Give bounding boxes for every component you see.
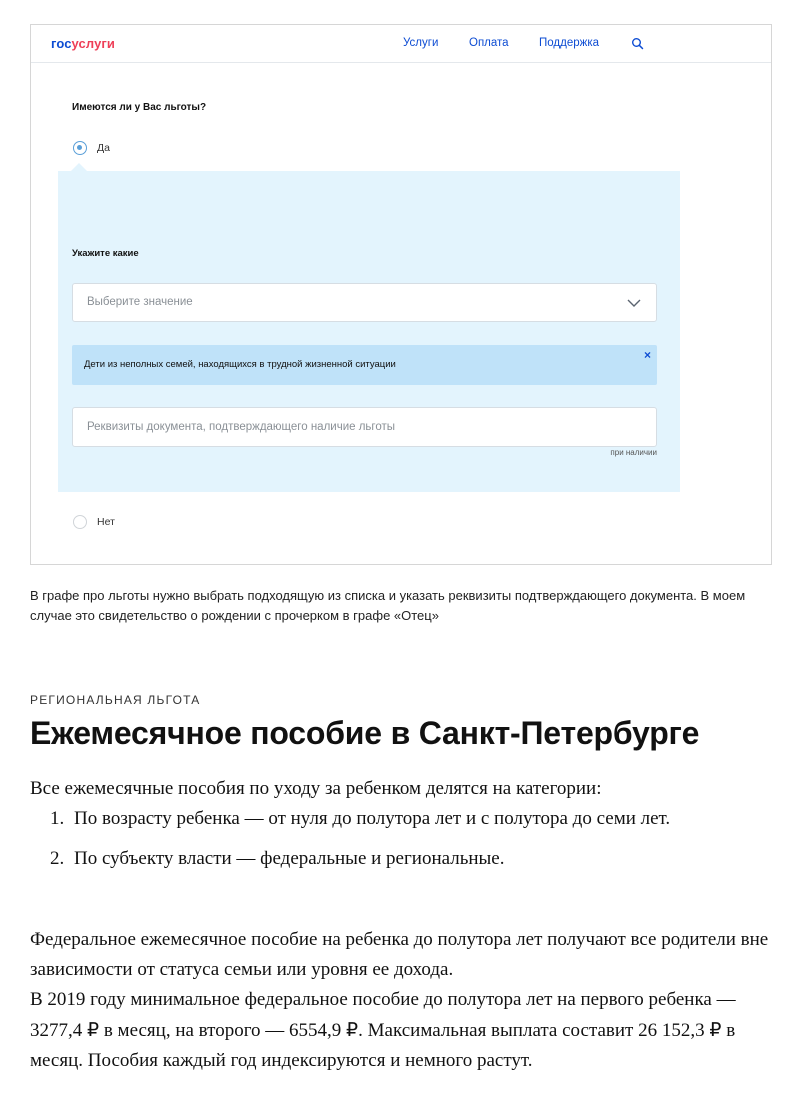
panel-pointer [71, 163, 87, 171]
list-item-number: 1. [50, 808, 65, 829]
list-item-text: По возрасту ребенка — от нуля до полутора лет и с полутора до семи лет. [74, 808, 671, 829]
logo-part-uslugi: услуги [71, 36, 116, 51]
remove-benefit-icon[interactable]: × [643, 348, 651, 362]
federal-benefit-paragraph: Федеральное ежемесячное пособие на ребенка до полутора лет получают все родители вне зависимости от статуса семьи или уровня ее дохода. [30, 929, 769, 980]
document-field-hint: при наличии [610, 448, 657, 457]
site-header [31, 25, 771, 63]
radio-no[interactable] [73, 515, 87, 529]
selected-benefit-chip [72, 345, 657, 385]
section-headline: Ежемесячное пособие в Санкт-Петербурге [30, 715, 700, 751]
benefit-select[interactable] [72, 283, 657, 322]
chevron-down-icon[interactable] [626, 297, 642, 309]
selected-benefit-text: Дети из неполных семей, находящихся в трудной жизненной ситуации [84, 359, 396, 370]
nav-link-support[interactable]: Поддержка [539, 37, 599, 49]
gosuslugi-screenshot [30, 24, 772, 565]
benefit-select-placeholder: Выберите значение [87, 296, 193, 308]
list-item [30, 804, 775, 834]
list-item [30, 844, 775, 874]
categories-list [30, 804, 775, 874]
benefit-amounts-paragraph: В 2019 году минимальное федеральное пособие до полутора лет на первого ребенка — 3277,4 ₽ в месяц, на второго — 6554,9 ₽. Максимальная выплата составит 26 152,3 ₽ в месяц. Пособия каждый год индексируются и немного растут. [30, 989, 736, 1071]
image-caption: В графе про льготы нужно выбрать подходящую из списка и указать реквизиты подтверждающего документа. В моем случае это свидетельство о рождении с прочерком в графе «Отец» [30, 588, 746, 623]
nav-link-services[interactable]: Услуги [403, 37, 439, 49]
document-details-field[interactable] [72, 407, 657, 447]
benefit-type-label: Укажите какие [72, 248, 139, 259]
intro-paragraph: Все ежемесячные пособия по уходу за ребенком делятся на категории: [30, 778, 602, 799]
gosuslugi-logo[interactable] [51, 36, 115, 51]
radio-yes-label[interactable]: Да [97, 142, 110, 154]
benefits-question: Имеются ли у Вас льготы? [72, 102, 207, 113]
search-icon[interactable] [631, 37, 645, 51]
list-item-text: По субъекту власти — федеральные и региональные. [74, 848, 505, 869]
logo-part-gos: гос [51, 36, 72, 51]
document-details-input[interactable] [87, 418, 627, 436]
section-kicker: РЕГИОНАЛЬНАЯ ЛЬГОТА [30, 693, 201, 707]
list-item-number: 2. [50, 848, 65, 869]
radio-no-label[interactable]: Нет [97, 516, 115, 528]
radio-yes[interactable] [73, 141, 87, 155]
nav-link-payment[interactable]: Оплата [469, 37, 509, 49]
